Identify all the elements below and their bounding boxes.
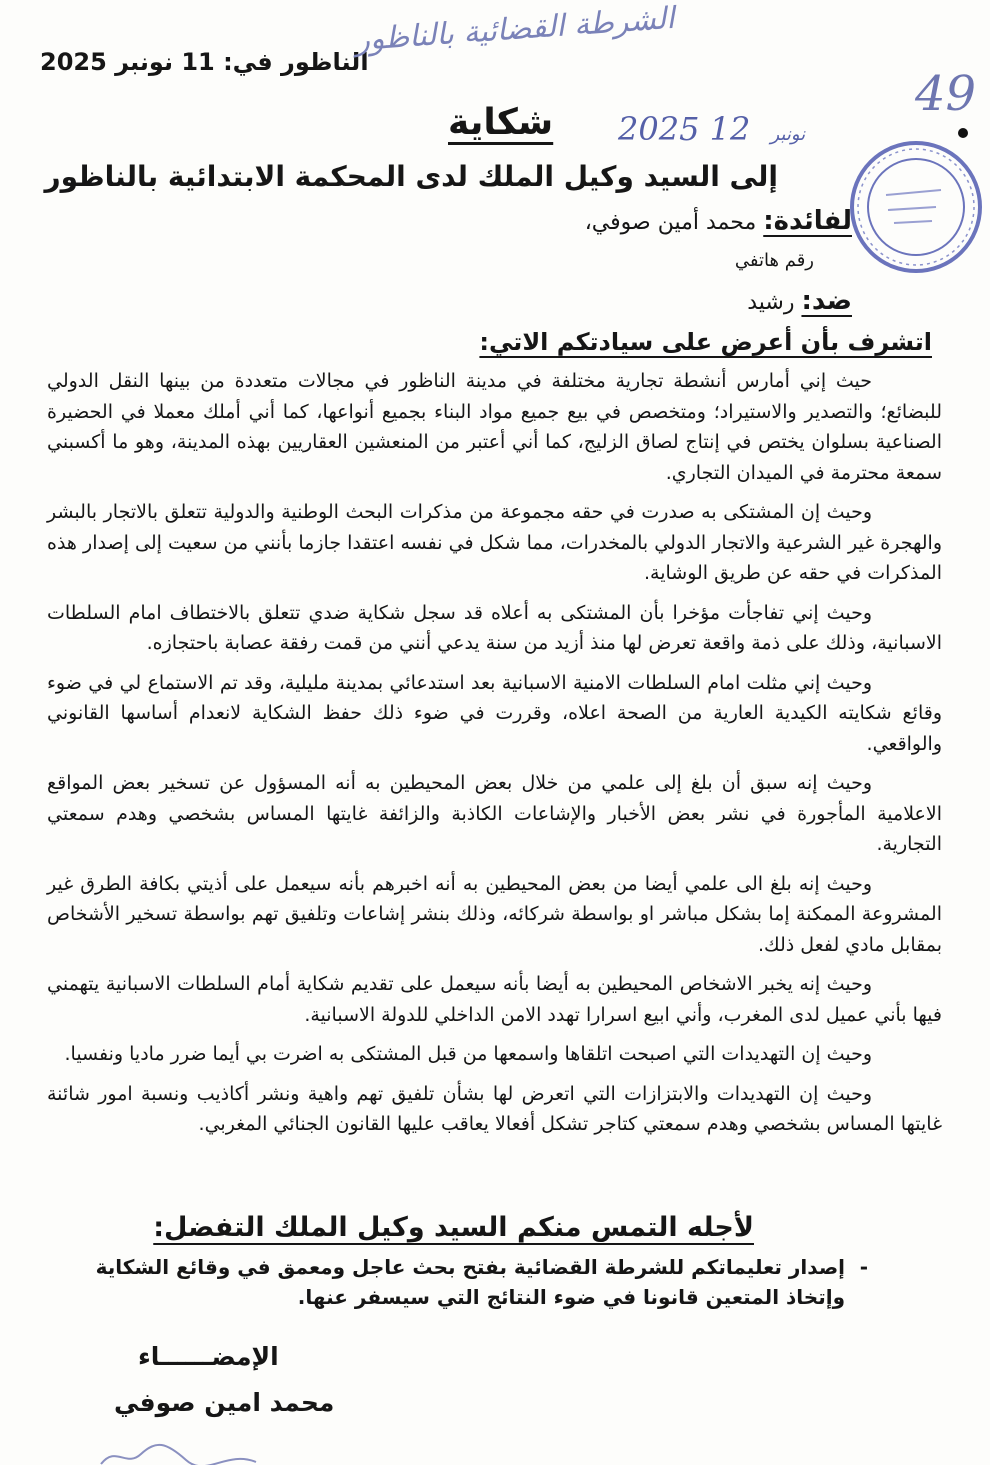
paragraph: وحيث إن المشتكى به صدرت في حقه مجموعة من مذكرات البحث الوطنية والدولية تتعلق بالاتجار بالبشر والهجرة غير الشرعية والاتجار الدولي بالمخدرات، مما شكل في نفسه اعتقدا جازما بأنني من سعيت إلى إصدار هذه المذكرات في حقه عن طريق الوشاية.	[47, 501, 942, 584]
document-title: شكاية	[448, 102, 554, 143]
beneficiary-name: محمد أمين صوفي،	[584, 210, 757, 235]
place-date: الناظور في: 11 نونبر 2025	[40, 48, 369, 76]
signature-title: الإمضــــــاء	[138, 1342, 279, 1371]
paragraph: وحيث إني تفاجأت مؤخرا بأن المشتكى به أعلاه قد سجل شكاية ضدي تتعلق بالاختطاف امام السلطات الاسبانية، وذلك على ذمة واقعة تعرض لها منذ أزيد من سنة يدعي أنني من قمت رفقة عصابة باحتجازه.	[47, 601, 942, 654]
against-label: ضد:	[801, 286, 852, 316]
beneficiary-line	[585, 206, 852, 236]
handwritten-number: 49	[915, 66, 977, 122]
addressee: إلى السيد وكيل الملك لدى المحكمة الابتدائية بالناظور	[44, 160, 778, 193]
paragraph: وحيث إن التهديدات التي اصبحت اتلقاها واسمعها من قبل المشتكى به اضرت بي أيما ضرر ماديا ونفسيا.	[64, 1043, 872, 1065]
handwritten-signature	[96, 1440, 276, 1465]
against-name: رشيد	[747, 290, 795, 315]
handwritten-note: الشرطة القضائية بالناظور	[354, 0, 676, 59]
intro-heading: اتشرف بأن أعرض على سيادتكم الاتي:	[479, 328, 932, 356]
stamp-date-month: نونبر	[770, 124, 806, 145]
paragraph: وحيث إنه يخبر الاشخاص المحيطين به أيضا بأنه سيعمل على تقديم شكاية أمام السلطات الاسبانية يتهمني فيها بأني عميل لدى المغرب، وأني ابيع اسرارا تهدد الامن الداخلي للدولة الاسبانية.	[47, 973, 942, 1026]
request-item: - إصدار تعليماتكم للشرطة القضائية بفتح بحث عاجل ومعمق في وقائع الشكاية وإتخاذ المتعين قانونا في ضوء النتائج التي سيسفر عنها.	[60, 1252, 920, 1312]
complaint-body	[47, 366, 942, 1149]
phone-label: رقم هاتفي	[734, 250, 814, 271]
official-stamp	[836, 135, 986, 285]
request-list	[60, 1252, 920, 1312]
stamp-date-day: 12	[709, 110, 751, 148]
paragraph: حيث إني أمارس أنشطة تجارية مختلفة في مدينة الناظور في مجالات متعددة من بينها النقل الدولي للبضائع؛ والتصدير والاستيراد؛ ومتخصص في بيع جميع مواد البناء بجميع أنواعها، كما أني أملك معملا في الحضيرة الصناعية بسلوان يختص في إنتاج لصاق الزليج، كما أني أعتبر من المنعشين العقاريين بهذه المدينة، وهو ما أكسبني سمعة محترمة في الميدان التجاري.	[47, 370, 942, 484]
paragraph: وحيث إني مثلت امام السلطات الامنية الاسبانية بعد استدعائي بمدينة مليلية، وقد تم الاستماع لي في ضوء وقائع شكايته الكيدية العارية من الصحة اعلاه، وقررت في ضوء ذلك حفظ الشكاية لانعدام أساسها القانوني والواقعي.	[47, 671, 942, 755]
stamp-date	[618, 110, 815, 148]
paragraph: وحيث إنه بلغ الى علمي أيضا من بعض المحيطين به أنه اخبرهم بأنه سيعمل على أذيتي بكافة الطرق غير المشروعة الممكنة إما بشكل مباشر او بواسطة شركائه، وذلك بنشر إشاعات وتلفيق تهم بواسطة تسخير الأشخاص بمقابل مادي لفعل ذلك.	[47, 872, 942, 956]
request-heading: لأجله التمس منكم السيد وكيل الملك التفضل:	[153, 1212, 754, 1243]
stamp-date-year: 2025	[618, 110, 700, 148]
signature-name: محمد امين صوفي	[114, 1388, 335, 1417]
paragraph: وحيث إن التهديدات والابتزازات التي اتعرض لها بشأن تلفيق تهم واهية ونشر أكاذيب ونسبة امور شائنة غايتها المساس بشخصي وهدم سمعتي كتاجر تشكل أفعالا يعاقب عليها القانون الجنائي المغربي.	[47, 1082, 942, 1135]
beneficiary-label: لفائدة:	[763, 206, 852, 236]
against-line	[747, 286, 852, 316]
paragraph: وحيث إنه سبق أن بلغ إلى علمي من خلال بعض المحيطين به أنه المسؤول عن تسخير بعض المواقع الاعلامية المأجورة في نشر بعض الأخبار والإشاعات الكاذبة والزائفة غايتها المساس بشخصي وهدم سمعتي التجارية.	[47, 772, 942, 855]
